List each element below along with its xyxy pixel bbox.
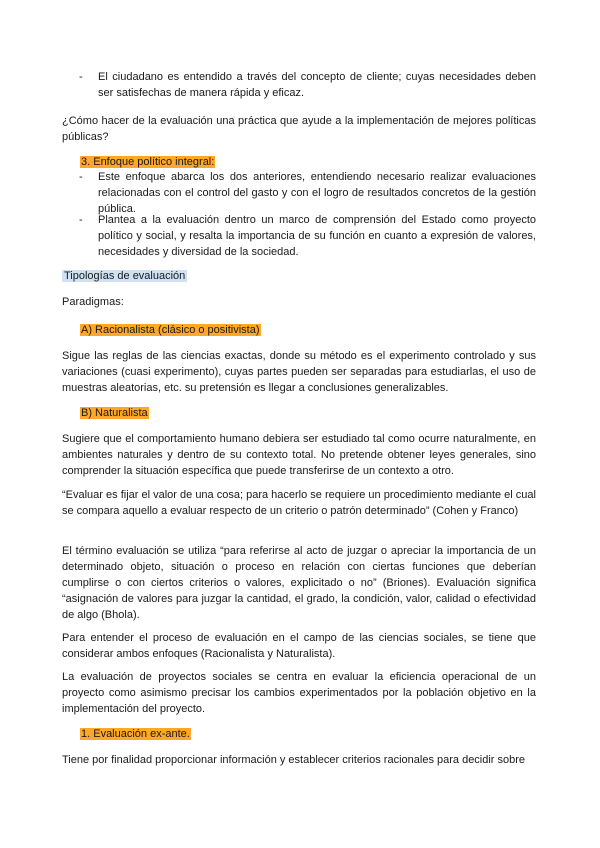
bullet-item: [80, 169, 536, 217]
exante-paragraph: Tiene por finalidad proporcionar información y establecer criterios racionales para decidir sobre: [62, 754, 526, 766]
tipologias-title-text: Tipologías de evaluación: [64, 270, 186, 282]
bullet-item: [80, 212, 536, 260]
paradigm-b-paragraph: Sugiere que el comportamiento humano debiera ser estudiado tal como ocurre naturalmente, en ambientes naturales y dentro de su contexto total. No pretende obtener leyes generales, sino comprender la situación específica que puede transferirse de un contexto a otro.: [62, 433, 536, 477]
paradigm-b-heading-text: B) Naturalista: [81, 407, 148, 419]
bullet-text: Plantea a la evaluación dentro un marco de comprensión del Estado como proyecto político y social, y resalta la importancia de su función en cuanto a expresión de valores, necesidades y diversidad de la sociedad.: [98, 214, 536, 258]
paradigmas-label: Paradigmas:: [62, 296, 124, 308]
tipologias-title: [62, 268, 536, 284]
paradigm-a-heading-text: A) Racionalista (clásico o positivista): [81, 324, 260, 336]
question-paragraph: ¿Cómo hacer de la evaluación una práctica que ayude a la implementación de mejores políticas públicas?: [62, 115, 536, 143]
paradigm-a-heading: [80, 322, 536, 338]
bullet-dash: -: [79, 171, 83, 183]
bullet-text: Este enfoque abarca los dos anteriores, entendiendo necesario realizar evaluaciones relacionadas con el control del gasto y con el logro de resultados concretos de la gestión pública.: [98, 171, 536, 215]
exante-heading-text: 1. Evaluación ex-ante.: [81, 728, 190, 740]
bullet-item: [80, 69, 536, 101]
bullet-dash: -: [79, 214, 83, 226]
bullet-dash: -: [79, 71, 83, 83]
proyectos-paragraph: La evaluación de proyectos sociales se centra en evaluar la eficiencia operacional de un proyecto como asimismo precisar los cambios experimentados por la población objetivo en la implementación del proyecto.: [62, 671, 536, 715]
bullet-text: El ciudadano es entendido a través del concepto de cliente; cuyas necesidades deben ser satisfechas de manera rápida y eficaz.: [98, 71, 536, 99]
paradigm-a-paragraph: Sigue las reglas de las ciencias exactas, donde su método es el experimento controlado y sus variaciones (cuasi experimento), cuyas partes pueden ser separadas para estudiarlas, el uso de muestras aleatorias, etc. su pretensión es llegar a conclusiones generalizables.: [62, 350, 536, 394]
section-heading-text: 3. Enfoque político integral:: [81, 156, 215, 168]
para-entender-paragraph: Para entender el proceso de evaluación en el campo de las ciencias sociales, se tiene que considerar ambos enfoques (Racionalista y Naturalista).: [62, 632, 536, 660]
definition-paragraph: El término evaluación se utiliza “para referirse al acto de juzgar o apreciar la importancia de un determinado objeto, situación o proceso en relación con ciertas funciones que deberían cumplirse o con ciertos criterios o valores, explicitado o no” (Briones). Evaluación significa “asignación de valores para juzgar la cantidad, el grado, la condición, valor, calidad o efectividad de algo (Bhola).: [62, 545, 536, 621]
exante-heading: [80, 726, 536, 742]
quote-paragraph: “Evaluar es fijar el valor de una cosa; para hacerlo se requiere un procedimiento mediante el cual se compara aquello a evaluar respecto de un criterio o patrón determinado” (Cohen y Franco): [62, 489, 536, 517]
section-heading-enfoque: [80, 154, 536, 170]
paradigm-b-heading: [80, 405, 536, 421]
